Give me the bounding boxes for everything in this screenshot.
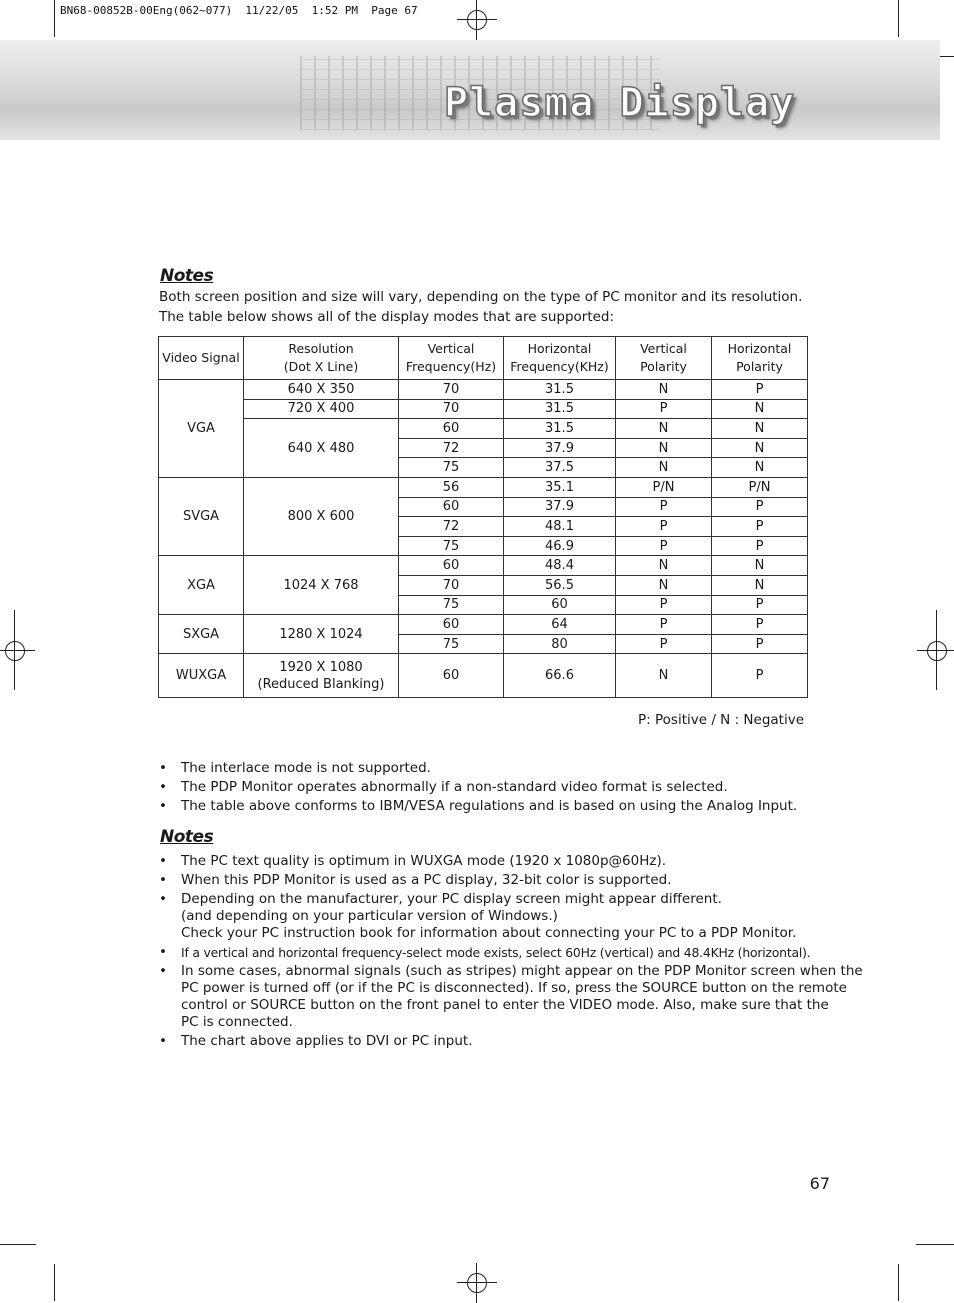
bullet-icon: • xyxy=(159,891,167,907)
list-item-text: The chart above applies to DVI or PC input. xyxy=(181,1033,473,1049)
intro-line: The table below shows all of the display modes that are supported: xyxy=(159,309,615,325)
page-title: Plasma Display xyxy=(444,80,796,126)
list-item-text: Check your PC instruction book for information about connecting your PC to a PDP Monitor. xyxy=(181,925,797,941)
page-number: 67 xyxy=(809,1174,830,1193)
vertical-polarity-cell: P xyxy=(616,399,712,419)
vertical-frequency-cell: 75 xyxy=(399,595,504,615)
vertical-frequency-cell: 56 xyxy=(399,477,504,497)
header-cell: Vertical Polarity xyxy=(616,337,712,380)
bullet-icon: • xyxy=(159,853,167,869)
video-signal-cell: SXGA xyxy=(159,615,244,654)
intro-text xyxy=(159,287,802,327)
list-item xyxy=(159,963,863,1031)
list-item-text: Depending on the manufacturer, your PC display screen might appear different. xyxy=(181,891,722,907)
vertical-polarity-cell: P xyxy=(616,536,712,556)
vertical-polarity-cell: N xyxy=(616,654,712,698)
horizontal-frequency-cell: 37.9 xyxy=(504,497,616,517)
resolution-cell: 640 X 350 xyxy=(244,380,399,400)
vertical-polarity-cell: P xyxy=(616,517,712,537)
horizontal-frequency-cell: 64 xyxy=(504,615,616,635)
horizontal-polarity-cell: P xyxy=(712,595,808,615)
horizontal-frequency-cell: 60 xyxy=(504,595,616,615)
table-row xyxy=(159,380,808,400)
list-item xyxy=(159,891,863,942)
vertical-polarity-cell: P xyxy=(616,595,712,615)
vertical-frequency-cell: 70 xyxy=(399,399,504,419)
horizontal-polarity-cell: P xyxy=(712,615,808,635)
notes-heading: Notes xyxy=(160,266,214,286)
intro-line: Both screen position and size will vary, depending on the type of PC monitor and its resolution. xyxy=(159,289,803,305)
bullet-icon: • xyxy=(159,1033,167,1049)
horizontal-frequency-cell: 37.9 xyxy=(504,438,616,458)
horizontal-polarity-cell: P xyxy=(712,536,808,556)
horizontal-polarity-cell: P xyxy=(712,634,808,654)
list-item-text: When this PDP Monitor is used as a PC display, 32-bit color is supported. xyxy=(181,872,672,888)
list-item-text: PC is connected. xyxy=(181,1014,293,1030)
header-banner xyxy=(0,40,940,140)
table-row xyxy=(159,419,808,439)
horizontal-frequency-cell: 66.6 xyxy=(504,654,616,698)
bullet-icon: • xyxy=(159,779,167,795)
vertical-frequency-cell: 72 xyxy=(399,438,504,458)
horizontal-frequency-cell: 48.4 xyxy=(504,556,616,576)
vertical-frequency-cell: 75 xyxy=(399,536,504,556)
header-cell: Horizontal Frequency(KHz) xyxy=(504,337,616,380)
bullet-icon: • xyxy=(159,760,167,776)
bullet-icon: • xyxy=(159,944,167,960)
vertical-polarity-cell: P xyxy=(616,634,712,654)
horizontal-polarity-cell: P xyxy=(712,497,808,517)
table-row xyxy=(159,399,808,419)
resolution-cell: 800 X 600 xyxy=(244,477,399,555)
video-signal-cell: WUXGA xyxy=(159,654,244,698)
bullet-list xyxy=(159,853,863,1052)
print-slug: BN68-00852B-00Eng(062~077) 11/22/05 1:52 PM Page 67 xyxy=(60,4,418,17)
vertical-polarity-cell: P/N xyxy=(616,477,712,497)
resolution-cell: 640 X 480 xyxy=(244,419,399,478)
horizontal-frequency-cell: 48.1 xyxy=(504,517,616,537)
horizontal-polarity-cell: N xyxy=(712,556,808,576)
horizontal-frequency-cell: 80 xyxy=(504,634,616,654)
bullet-list xyxy=(159,760,797,817)
vertical-polarity-cell: N xyxy=(616,438,712,458)
list-item-text: In some cases, abnormal signals (such as stripes) might appear on the PDP Monitor screen when the xyxy=(181,963,863,979)
horizontal-frequency-cell: 46.9 xyxy=(504,536,616,556)
notes-heading: Notes xyxy=(160,827,214,847)
horizontal-polarity-cell: P xyxy=(712,517,808,537)
vertical-polarity-cell: N xyxy=(616,458,712,478)
horizontal-polarity-cell: N xyxy=(712,575,808,595)
vertical-frequency-cell: 60 xyxy=(399,419,504,439)
registration-mark-icon xyxy=(457,0,497,40)
list-item xyxy=(159,779,797,796)
list-item xyxy=(159,944,863,961)
crop-mark xyxy=(54,0,55,37)
horizontal-polarity-cell: N xyxy=(712,458,808,478)
vertical-polarity-cell: N xyxy=(616,419,712,439)
list-item xyxy=(159,1033,863,1050)
header-cell: Video Signal xyxy=(159,337,244,380)
horizontal-frequency-cell: 56.5 xyxy=(504,575,616,595)
display-modes-table xyxy=(158,336,808,698)
registration-mark-icon xyxy=(917,631,954,671)
video-signal-cell: SVGA xyxy=(159,477,244,555)
vertical-polarity-cell: N xyxy=(616,380,712,400)
list-item-text: (and depending on your particular version of Windows.) xyxy=(181,908,558,924)
vertical-frequency-cell: 70 xyxy=(399,575,504,595)
horizontal-frequency-cell: 31.5 xyxy=(504,399,616,419)
list-item-text: PC power is turned off (or if the PC is disconnected). If so, press the SOURCE button on the remote xyxy=(181,980,847,996)
table-row xyxy=(159,477,808,497)
list-item-text: The table above conforms to IBM/VESA regulations and is based on using the Analog Input. xyxy=(181,798,798,814)
vertical-frequency-cell: 75 xyxy=(399,634,504,654)
table-header-row xyxy=(159,337,808,380)
bullet-icon: • xyxy=(159,963,167,979)
video-signal-cell: VGA xyxy=(159,380,244,478)
horizontal-polarity-cell: P xyxy=(712,654,808,698)
polarity-legend: P: Positive / N : Negative xyxy=(638,712,804,728)
crop-mark xyxy=(0,1244,36,1245)
vertical-frequency-cell: 75 xyxy=(399,458,504,478)
list-item xyxy=(159,853,863,870)
header-cell: Resolution (Dot X Line) xyxy=(244,337,399,380)
vertical-polarity-cell: N xyxy=(616,556,712,576)
table-row xyxy=(159,654,808,698)
list-item-text: control or SOURCE button on the front panel to enter the VIDEO mode. Also, make sure that the xyxy=(181,997,829,1013)
resolution-cell: 1280 X 1024 xyxy=(244,615,399,654)
list-item-text: The interlace mode is not supported. xyxy=(181,760,431,776)
horizontal-frequency-cell: 31.5 xyxy=(504,419,616,439)
crop-mark xyxy=(898,1264,899,1301)
list-item xyxy=(159,872,863,889)
horizontal-polarity-cell: N xyxy=(712,438,808,458)
list-item xyxy=(159,798,797,815)
table-row xyxy=(159,615,808,635)
header-cell: Vertical Frequency(Hz) xyxy=(399,337,504,380)
crop-mark xyxy=(916,1244,954,1245)
vertical-frequency-cell: 60 xyxy=(399,615,504,635)
registration-mark-icon xyxy=(457,1263,497,1303)
vertical-frequency-cell: 70 xyxy=(399,380,504,400)
horizontal-frequency-cell: 31.5 xyxy=(504,380,616,400)
horizontal-polarity-cell: N xyxy=(712,399,808,419)
resolution-cell: 720 X 400 xyxy=(244,399,399,419)
vertical-frequency-cell: 60 xyxy=(399,654,504,698)
bullet-icon: • xyxy=(159,798,167,814)
horizontal-polarity-cell: P/N xyxy=(712,477,808,497)
crop-mark xyxy=(898,0,899,37)
vertical-frequency-cell: 60 xyxy=(399,556,504,576)
vertical-polarity-cell: P xyxy=(616,615,712,635)
horizontal-frequency-cell: 37.5 xyxy=(504,458,616,478)
vertical-polarity-cell: N xyxy=(616,575,712,595)
header-cell: Horizontal Polarity xyxy=(712,337,808,380)
bullet-icon: • xyxy=(159,872,167,888)
horizontal-frequency-cell: 35.1 xyxy=(504,477,616,497)
list-item-text: The PDP Monitor operates abnormally if a non-standard video format is selected. xyxy=(181,779,728,795)
resolution-cell: 1920 X 1080 (Reduced Blanking) xyxy=(244,654,399,698)
horizontal-polarity-cell: N xyxy=(712,419,808,439)
vertical-frequency-cell: 72 xyxy=(399,517,504,537)
list-item xyxy=(159,760,797,777)
vertical-frequency-cell: 60 xyxy=(399,497,504,517)
registration-mark-icon xyxy=(0,631,35,671)
horizontal-polarity-cell: P xyxy=(712,380,808,400)
list-item-text: If a vertical and horizontal frequency-select mode exists, select 60Hz (vertical) and 48.4KHz (horizontal). xyxy=(181,945,811,960)
vertical-polarity-cell: P xyxy=(616,497,712,517)
table-row xyxy=(159,556,808,576)
list-item-text: The PC text quality is optimum in WUXGA mode (1920 x 1080p@60Hz). xyxy=(181,853,666,869)
video-signal-cell: XGA xyxy=(159,556,244,615)
crop-mark xyxy=(54,1264,55,1301)
resolution-cell: 1024 X 768 xyxy=(244,556,399,615)
